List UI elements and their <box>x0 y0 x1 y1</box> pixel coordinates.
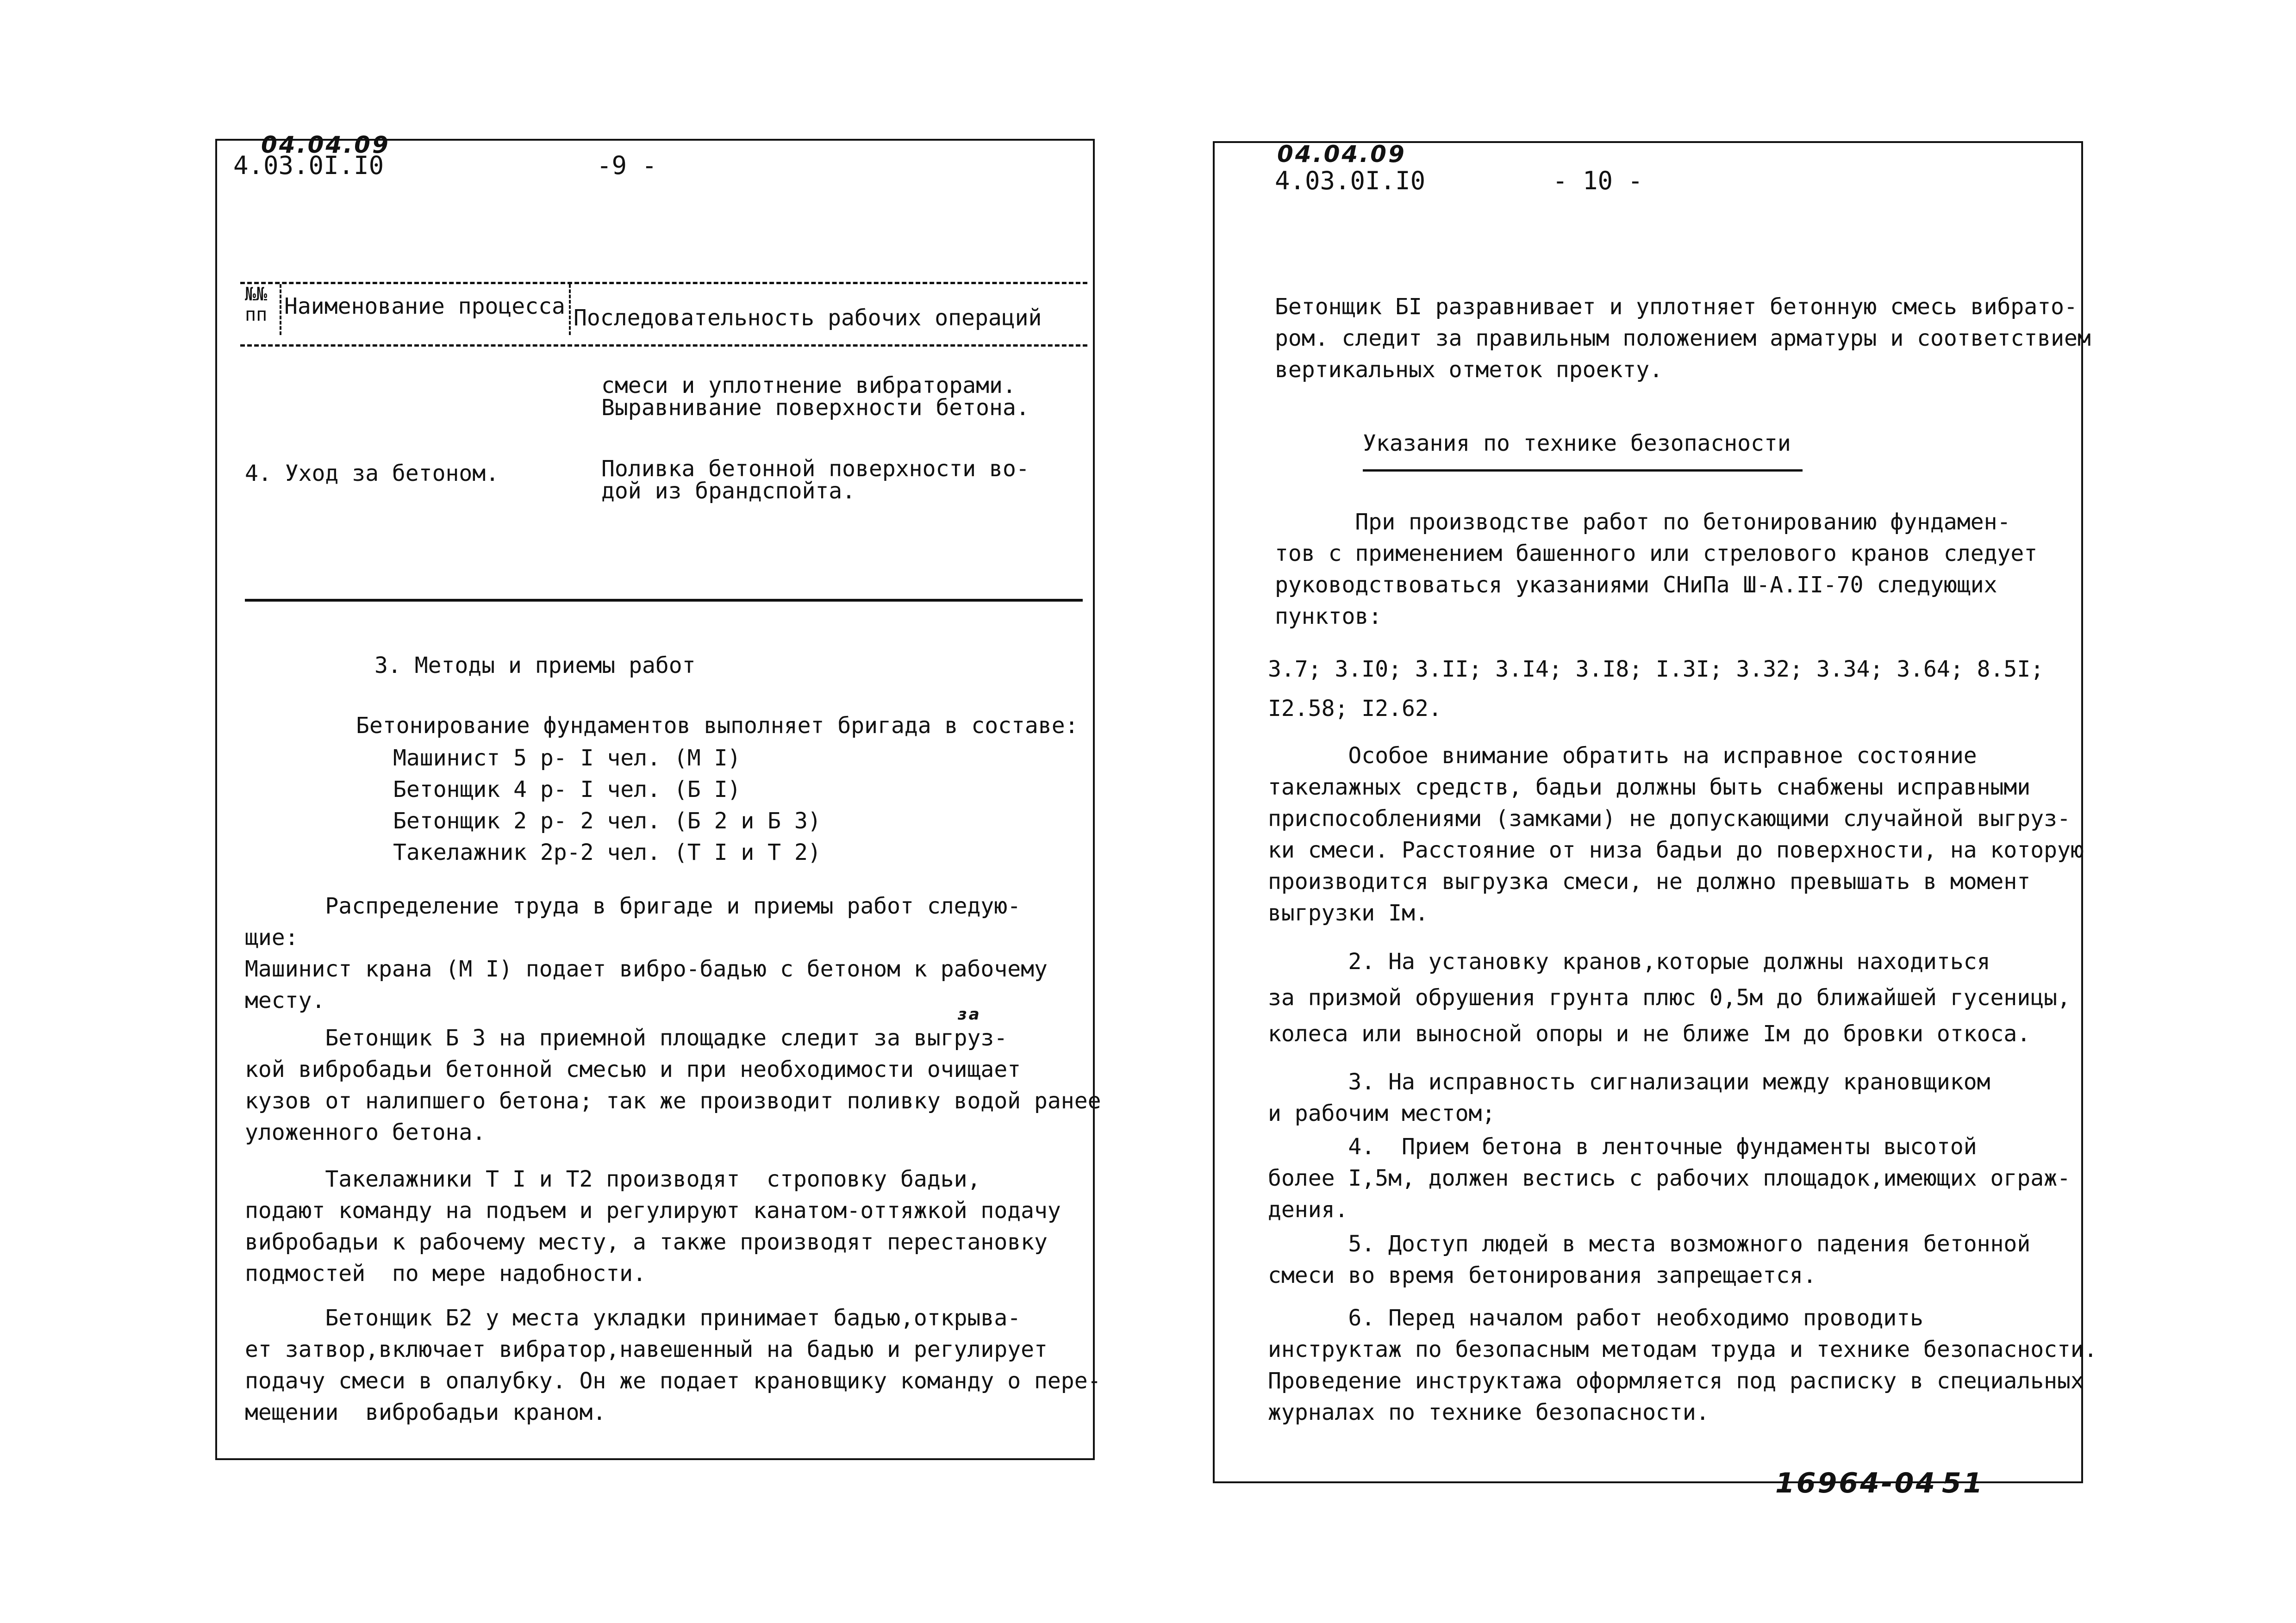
safety-paragraph-4: 3. На исправность сигнализации между крановщиком и рабочим местом; <box>1268 1069 1990 1126</box>
paragraph-labor: Распределение труда в бригаде и приемы работ следую- щие: Машинист крана (М I) подает вибро-бадью с бетоном к рабочему месту. <box>245 893 1048 1014</box>
footer-document-number: 16964-04 <box>1775 1467 1937 1499</box>
safety-paragraph-2: Особое внимание обратить на исправное состояние такелажных средств, бадьи должны быть снабжены исправными приспособлениями (замками) не допускающими случайной выгруз- ки смеси. Расстояние от низа бадьи до поверхности, на которую производится выгрузка смеси, не должно превышать в момент выгрузки Iм. <box>1268 743 2084 926</box>
table-bottom-rule <box>245 599 1083 602</box>
safety-paragraph-6: 5. Доступ людей в места возможного падения бетонной смеси во время бетонирования запрещается. <box>1268 1231 2031 1288</box>
safety-title: Указания по технике безопасности <box>1363 430 1791 456</box>
handwritten-stamp: 04.04.09 <box>1277 141 1406 168</box>
page-number: -9 - <box>597 151 657 180</box>
table-col-divider <box>569 284 571 335</box>
paragraph-riggers: Такелажники Т I и Т2 производят строповку бадьи, подают команду на подъем и регулируют канатом-оттяжкой подачу вибробадьи к рабочему месту, а также производят перестановку подмостей по мере надобности. <box>245 1166 1061 1287</box>
section-title: 3. Методы и приемы работ <box>374 653 696 678</box>
table-header-top-rule <box>240 282 1087 284</box>
table-header-bottom-rule <box>240 344 1087 347</box>
table-row2-sequence: Поливка бетонной поверхности во- дой из брандспойта. <box>601 456 1029 504</box>
table-col-sequence-header: Последовательность рабочих операций <box>574 305 1042 331</box>
paragraph-b3: Бетонщик Б 3 на приемной площадке следит за выгруз- кой вибробадьи бетонной смесью и при необходимости очищает кузов от налипшего бетона; так же производит поливку водой ранее уложенного бетона. <box>245 1025 1101 1145</box>
safety-paragraph-7: 6. Перед началом работ необходимо проводить инструктаж по безопасным методам труда и технике безопасности. Проведение инструктажа оформляется под расписку в специальных журналах по технике безопасности. <box>1268 1305 2097 1425</box>
snip-points: 3.7; 3.I0; 3.II; 3.I4; 3.I8; I.3I; 3.32; 3.34; 3.64; 8.5I; I2.58; I2.62. <box>1268 656 2044 721</box>
page-number: - 10 - <box>1553 166 1643 195</box>
right-page <box>1213 141 2097 1483</box>
handwritten-note: за <box>958 1005 981 1024</box>
intro-paragraph: Бетонщик БI разравнивает и уплотняет бетонную смесь вибрато- ром. следит за правильным положением арматуры и соответствием вертикальных отметок проекту. <box>1275 294 2091 383</box>
safety-title-underline <box>1363 469 1803 472</box>
table-col-divider <box>280 284 281 335</box>
handwritten-stamp: 04.04.09 <box>261 131 390 158</box>
left-page <box>215 131 1101 1460</box>
table-col-number-header: №№ пп <box>245 284 268 325</box>
document-code: 4.03.0I.I0 <box>233 151 384 180</box>
paragraph-b2: Бетонщик Б2 у места укладки принимает бадью,открыва- ет затвор,включает вибратор,навешенный на бадью и регулирует подачу смеси в опалубку. Он же подает крановщику команду о пере- мещении вибробадьи краном. <box>245 1305 1101 1425</box>
table-row2-process: 4. Уход за бетоном. <box>245 460 499 486</box>
table-col-process-header: Наименование процесса <box>284 293 565 319</box>
safety-paragraph-5: 4. Прием бетона в ленточные фундаменты высотой более I,5м, должен вестись с рабочих площадок,имеющих ограж- дения. <box>1268 1134 2071 1223</box>
table-row1-sequence: смеси и уплотнение вибраторами. Выравнивание поверхности бетона. <box>601 373 1029 421</box>
brigade-list: Машинист 5 р- I чел. (М I) Бетонщик 4 р- I чел. (Б I) Бетонщик 2 р- 2 чел. (Б 2 и Б 3) Такелажник 2р-2 чел. (Т I и Т 2) <box>393 745 821 865</box>
safety-paragraph-1: При производстве работ по бетонированию фундамен- тов с применением башенного или стрелового кранов следует руководствоваться указаниями СНиПа Ш-А.II-70 следующих пунктов: <box>1275 509 2038 629</box>
footer-sheet-number: 51 <box>1942 1467 1984 1499</box>
document-code: 4.03.0I.I0 <box>1275 166 1426 195</box>
safety-paragraph-3: 2. На установку кранов,которые должны находиться за призмой обрушения грунта плюс 0,5м до ближайшей гусеницы, колеса или выносной опоры и не ближе Iм до бровки откоса. <box>1268 949 2071 1047</box>
brigade-intro: Бетонирование фундаментов выполняет бригада в составе: <box>356 713 1079 739</box>
